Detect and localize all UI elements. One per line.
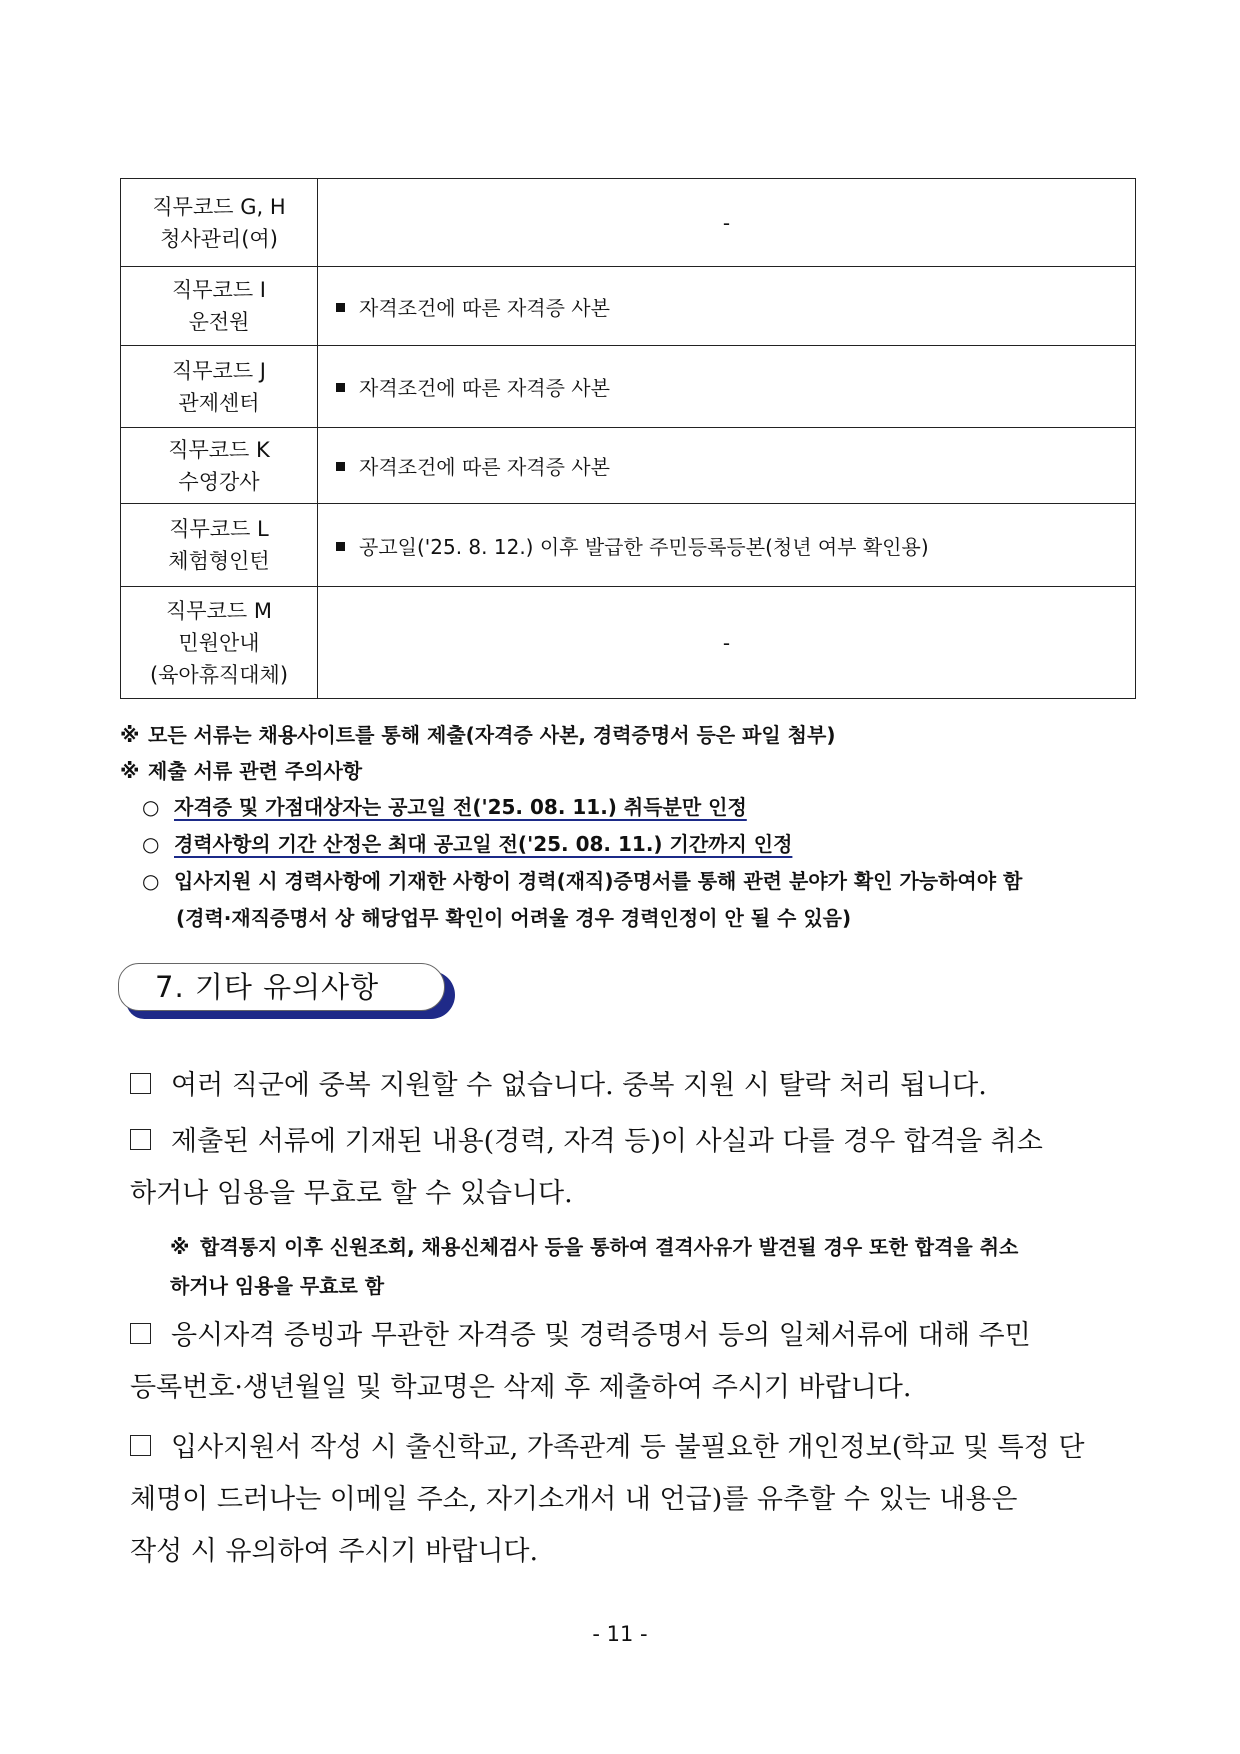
list-item bbox=[130, 1422, 1142, 1474]
reference-mark-icon: ※ bbox=[170, 1235, 190, 1259]
submission-notes bbox=[120, 717, 1140, 937]
required-docs-text: 자격조건에 따른 자격증 사본 bbox=[359, 455, 610, 479]
required-docs-text: 자격조건에 따른 자격증 사본 bbox=[359, 376, 610, 400]
documents-table bbox=[120, 178, 1136, 699]
job-code: 직무코드 I bbox=[171, 278, 266, 302]
item-text: 하거나 임용을 무효로 할 수 있습니다. bbox=[130, 1178, 573, 1209]
note-line bbox=[120, 717, 1140, 753]
checkbox-square-icon bbox=[130, 1435, 151, 1456]
required-docs-cell bbox=[318, 346, 1136, 428]
square-bullet-icon bbox=[336, 383, 345, 392]
required-docs-cell bbox=[318, 428, 1136, 504]
sub-note-text: 합격통지 이후 신원조회, 채용신체검사 등을 통하여 결격사유가 발견될 경우 또한 합격을 취소 bbox=[200, 1235, 1019, 1259]
section-heading bbox=[118, 963, 453, 1015]
job-code-cell bbox=[121, 267, 318, 346]
item-continuation bbox=[130, 1362, 1142, 1414]
table-row bbox=[121, 346, 1136, 428]
list-item bbox=[130, 1310, 1142, 1362]
note-line bbox=[120, 753, 1140, 789]
section-title: 7. 기타 유의사항 bbox=[118, 963, 445, 1011]
job-code-cell bbox=[121, 504, 318, 587]
job-code-cell bbox=[121, 346, 318, 428]
square-bullet-icon bbox=[336, 303, 345, 312]
item-text: 여러 직군에 중복 지원할 수 없습니다. 중복 지원 시 탈락 처리 됩니다. bbox=[171, 1070, 987, 1101]
square-bullet-icon bbox=[336, 542, 345, 551]
job-title: 민원안내 bbox=[178, 630, 260, 655]
page-number: - 11 - bbox=[592, 1622, 648, 1646]
table-row bbox=[121, 504, 1136, 587]
item-continuation bbox=[130, 1526, 1142, 1578]
item-text: 작성 시 유의하여 주시기 바랍니다. bbox=[130, 1536, 539, 1567]
caution-item bbox=[120, 789, 1140, 826]
job-code: 직무코드 J bbox=[171, 358, 266, 383]
caution-item bbox=[120, 863, 1140, 900]
job-code: 직무코드 M bbox=[166, 598, 272, 623]
job-code: 직무코드 G, H bbox=[152, 194, 286, 219]
note-text: 제출 서류 관련 주의사항 bbox=[148, 759, 363, 783]
caution-items bbox=[130, 1060, 1142, 1578]
square-bullet-icon bbox=[336, 462, 345, 471]
item-text: 제출된 서류에 기재된 내용(경력, 자격 등)이 사실과 다를 경우 합격을 취소 bbox=[171, 1126, 1043, 1157]
required-docs-text: 공고일('25. 8. 12.) 이후 발급한 주민등록등본(청년 여부 확인용) bbox=[359, 534, 929, 559]
item-continuation bbox=[130, 1474, 1142, 1526]
checkbox-square-icon bbox=[130, 1323, 151, 1344]
caution-item bbox=[120, 826, 1140, 863]
table-row bbox=[121, 428, 1136, 504]
circle-bullet-icon: ○ bbox=[142, 795, 160, 819]
required-docs-text: - bbox=[722, 630, 731, 655]
job-code-cell bbox=[121, 587, 318, 699]
required-docs-text: 자격조건에 따른 자격증 사본 bbox=[359, 295, 610, 320]
circle-bullet-icon: ○ bbox=[142, 869, 160, 893]
note-text: 모든 서류는 채용사이트를 통해 제출(자격증 사본, 경력증명서 등은 파일 첨부) bbox=[148, 723, 836, 747]
job-code: 직무코드 K bbox=[168, 437, 270, 462]
item-text: 응시자격 증빙과 무관한 자격증 및 경력증명서 등의 일체서류에 대해 주민 bbox=[171, 1320, 1031, 1351]
checkbox-square-icon bbox=[130, 1073, 151, 1094]
job-code: 직무코드 L bbox=[169, 517, 269, 541]
required-docs-cell bbox=[318, 504, 1136, 587]
sub-note-text: 하거나 임용을 무효로 함 bbox=[170, 1274, 385, 1298]
job-title: 운전원 bbox=[188, 310, 250, 334]
required-docs-cell bbox=[318, 267, 1136, 346]
table-row bbox=[121, 179, 1136, 267]
job-title: 청사관리(여) bbox=[160, 226, 278, 251]
caution-text: 입사지원 시 경력사항에 기재한 사항이 경력(재직)증명서를 통해 관련 분야가 확인 가능하여야 함 bbox=[174, 869, 1023, 893]
caution-text: 경력사항의 기간 산정은 최대 공고일 전('25. 08. 11.) 기간까지 인정 bbox=[174, 832, 793, 856]
item-text: 입사지원서 작성 시 출신학교, 가족관계 등 불필요한 개인정보(학교 및 특정 단 bbox=[171, 1432, 1085, 1463]
required-docs-cell bbox=[318, 179, 1136, 267]
table-row bbox=[121, 587, 1136, 699]
table-row bbox=[121, 267, 1136, 346]
job-title: 관제센터 bbox=[178, 390, 260, 415]
checkbox-square-icon bbox=[130, 1129, 151, 1150]
circle-bullet-icon: ○ bbox=[142, 832, 160, 856]
item-text: 체명이 드러나는 이메일 주소, 자기소개서 내 언급)를 유추할 수 있는 내용은 bbox=[130, 1484, 1018, 1515]
reference-mark-icon: ※ bbox=[120, 723, 140, 747]
item-text: 등록번호·생년월일 및 학교명은 삭제 후 제출하여 주시기 바랍니다. bbox=[130, 1372, 912, 1403]
caution-text: 자격증 및 가점대상자는 공고일 전('25. 08. 11.) 취득분만 인정 bbox=[174, 795, 747, 819]
required-docs-text: - bbox=[722, 210, 731, 235]
list-item bbox=[130, 1060, 1142, 1112]
required-docs-cell bbox=[318, 587, 1136, 699]
job-title-note: (육아휴직대체) bbox=[149, 662, 289, 687]
item-continuation bbox=[130, 1168, 1142, 1220]
sub-note bbox=[130, 1230, 1142, 1265]
list-item bbox=[130, 1116, 1142, 1168]
reference-mark-icon: ※ bbox=[120, 759, 140, 783]
sub-note-continuation bbox=[130, 1269, 1142, 1304]
job-title: 체험형인턴 bbox=[168, 549, 270, 573]
caution-text: (경력·재직증명서 상 해당업무 확인이 어려울 경우 경력인정이 안 될 수 있음) bbox=[176, 906, 852, 930]
job-code-cell bbox=[121, 179, 318, 267]
job-code-cell bbox=[121, 428, 318, 504]
job-title: 수영강사 bbox=[178, 469, 260, 494]
caution-continuation bbox=[120, 900, 1140, 937]
